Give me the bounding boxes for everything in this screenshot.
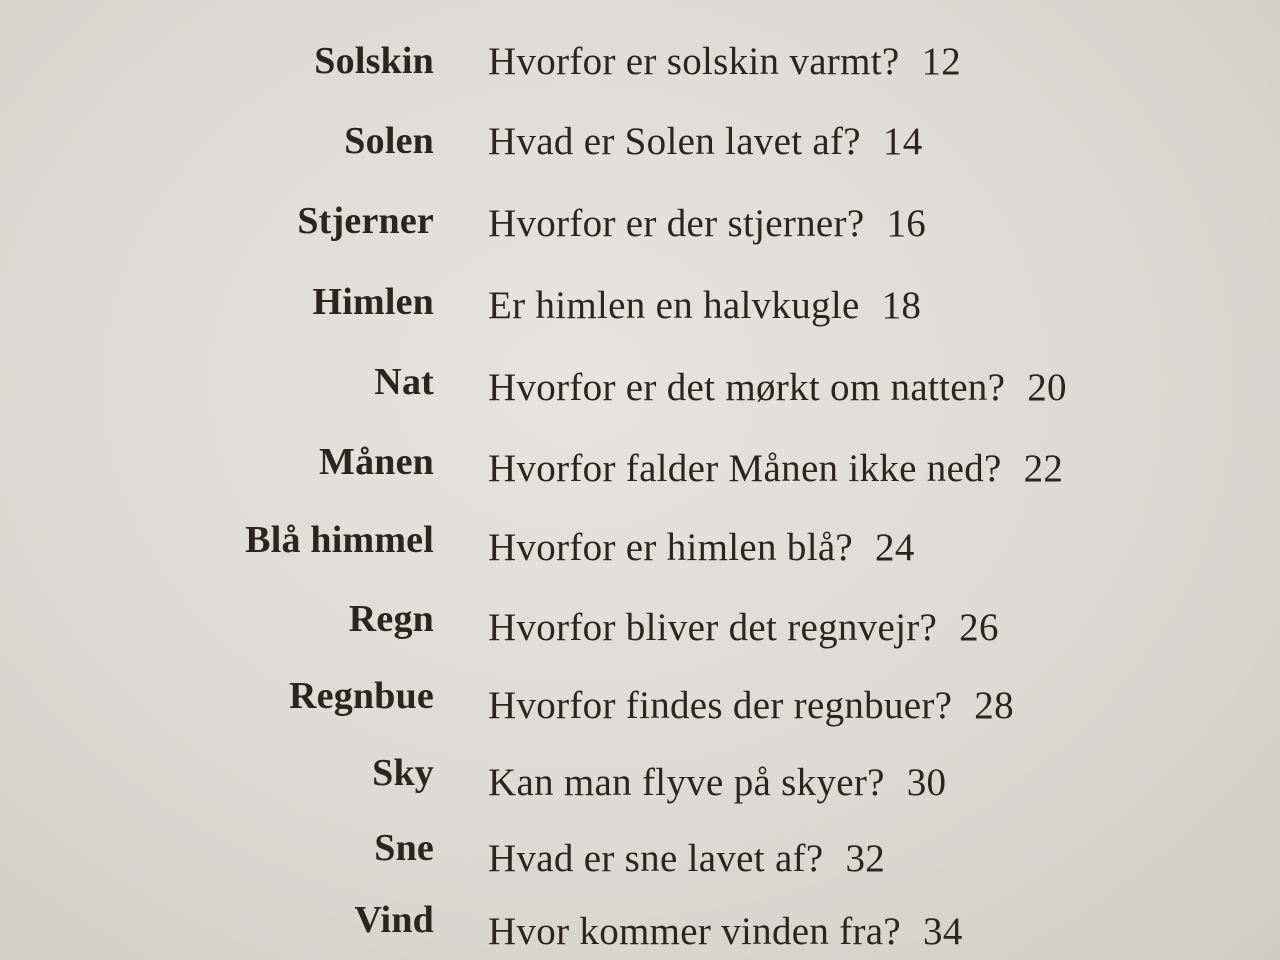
toc-question: [488, 682, 1014, 730]
toc-entry: [0, 516, 1280, 572]
toc-question-text: Hvorfor bliver det regnvejr?: [488, 606, 938, 649]
toc-term: Vind: [354, 899, 434, 941]
toc-term: Himlen: [312, 281, 434, 323]
toc-term: Blå himmel: [245, 519, 434, 561]
toc-page-number: 18: [881, 284, 922, 327]
toc-question-text: Er himlen en halvkugle: [488, 284, 860, 327]
toc-question-text: Hvorfor er solskin varmt?: [488, 40, 900, 83]
toc-question: [488, 835, 885, 883]
toc-question: [488, 604, 999, 652]
toc-question: [488, 282, 921, 330]
toc-question-text: Hvorfor er der stjerner?: [488, 202, 865, 245]
toc-term: Solskin: [314, 40, 434, 82]
toc-entry: [0, 37, 1280, 93]
toc-entry: [0, 749, 1280, 805]
toc-page-number: 32: [845, 837, 886, 880]
toc-term: Regnbue: [289, 675, 434, 717]
toc-question-text: Hvorfor falder Månen ikke ned?: [488, 447, 1002, 490]
toc-question: [488, 118, 923, 166]
toc-question-text: Hvad er Solen lavet af?: [488, 120, 861, 163]
toc-question: [488, 445, 1063, 493]
toc-term: Stjerner: [297, 200, 434, 242]
toc-question: [488, 759, 946, 807]
toc-question: [488, 524, 915, 572]
toc-question: [488, 38, 961, 86]
toc-question: [488, 364, 1067, 412]
toc-entry: [0, 672, 1280, 728]
toc-entry: [0, 117, 1280, 173]
toc-term: Solen: [344, 120, 434, 162]
toc-page-number: 16: [886, 202, 927, 245]
toc-question-text: Hvorfor er himlen blå?: [488, 526, 854, 569]
toc-term: Sne: [374, 827, 434, 869]
toc-page-number: 34: [923, 910, 963, 953]
toc-question-text: Hvad er sne lavet af?: [488, 837, 824, 880]
toc-question: [488, 908, 963, 956]
toc-page-number: 22: [1023, 447, 1064, 490]
toc-question-text: Hvorfor findes der regnbuer?: [488, 684, 953, 727]
toc-question-text: Kan man flyve på skyer?: [488, 761, 885, 804]
toc-term: Nat: [374, 361, 434, 403]
toc-question-text: Hvorfor er det mørkt om natten?: [488, 366, 1006, 409]
toc-page-number: 14: [882, 120, 923, 163]
toc-page-number: 28: [974, 684, 1014, 727]
toc-page-number: 30: [906, 761, 947, 804]
toc-entry: [0, 278, 1280, 334]
toc-term: Månen: [319, 441, 434, 483]
toc-entry: [0, 824, 1280, 880]
toc-term: Sky: [372, 752, 434, 794]
toc-question: [488, 200, 926, 248]
toc-page-number: 26: [959, 606, 999, 649]
toc-entry: [0, 896, 1280, 952]
toc-entry: [0, 595, 1280, 651]
toc-entry: [0, 358, 1280, 414]
toc-question-text: Hvor kommer vinden fra?: [488, 910, 902, 953]
toc-page-number: 20: [1027, 366, 1067, 409]
toc-entry: [0, 197, 1280, 253]
toc-page-number: 24: [875, 526, 915, 569]
toc-page-number: 12: [921, 40, 962, 83]
toc-entry: [0, 438, 1280, 494]
toc-term: Regn: [348, 598, 434, 640]
